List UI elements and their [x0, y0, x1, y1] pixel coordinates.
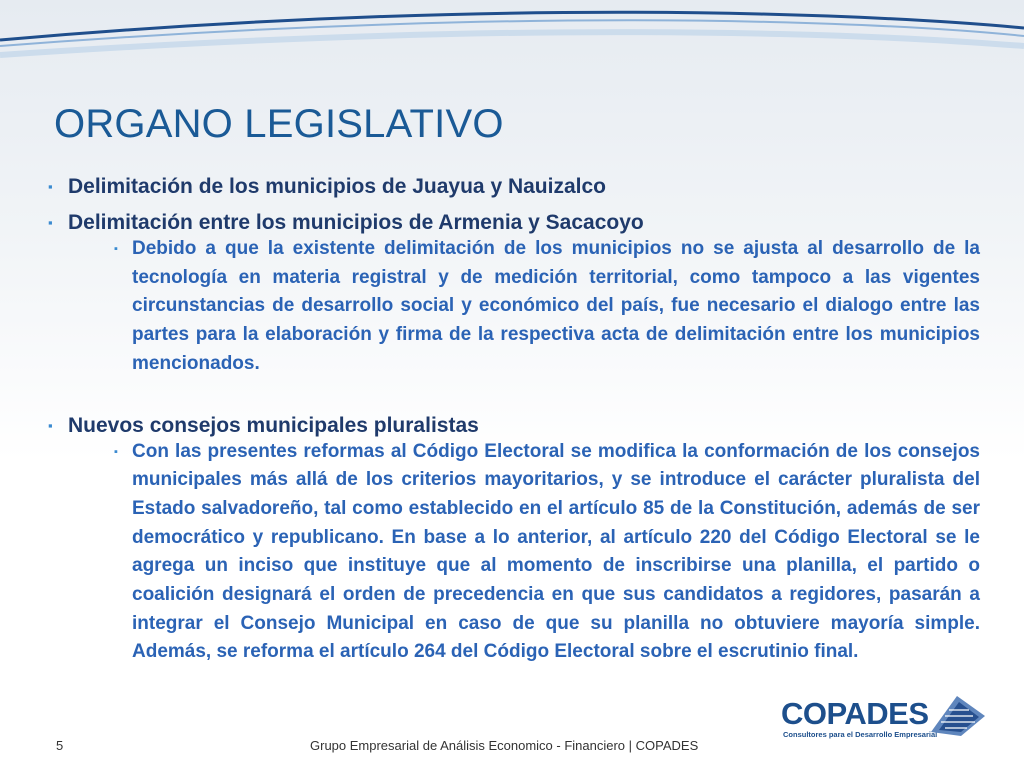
- sub-bullet-delimitacion: [114, 235, 980, 379]
- slide-title: ORGANO LEGISLATIVO: [54, 102, 504, 146]
- bullet-armenia-sacacoyo: [44, 210, 980, 236]
- logo-tagline: Consultores para el Desarrollo Empresarial: [783, 730, 938, 739]
- sub-bullet-icon: ▪: [114, 243, 118, 255]
- page-number: 5: [56, 738, 64, 753]
- bullet-icon: ▪: [48, 179, 53, 194]
- logo-mark-icon: [927, 692, 989, 738]
- bullet-icon: ▪: [48, 417, 53, 433]
- copades-logo: [777, 690, 991, 740]
- sub-bullet-reformas: [114, 438, 980, 668]
- slide-content: [44, 174, 980, 667]
- bullet-icon: ▪: [48, 215, 53, 230]
- sub-bullet-icon: ▪: [114, 445, 118, 458]
- bullet-text: Delimitación entre los municipios de Armenia y Sacacoyo: [68, 211, 644, 234]
- footer-text: Grupo Empresarial de Análisis Economico - Financiero | COPADES: [310, 738, 699, 753]
- bullet-text: Nuevos consejos municipales pluralistas: [68, 413, 479, 437]
- bullet-text: Delimitación de los municipios de Juayua y Nauizalco: [68, 175, 606, 198]
- sub-bullet-text: Debido a que la existente delimitación de los municipios no se ajusta al desarrollo de la tecnología en materia registral y de medición territorial, como tampoco a las vigentes circunstancias de desarrollo social y económico del país, fue necesario el dialogo entre las partes para la elaboración y firma de la respectiva acta de delimitación entre los municipios mencionados.: [132, 238, 980, 374]
- logo-name: COPADES: [781, 696, 929, 731]
- bullet-consejos-pluralistas: [44, 413, 980, 439]
- bullet-juayua-nauizalco: [44, 174, 980, 200]
- sub-bullet-text: Con las presentes reformas al Código Electoral se modifica la conformación de los consejos municipales más allá de los criterios mayoritarios, y se introduce el carácter pluralista del Estado salvadoreño, tal como establecido en el artículo 85 de la Constitución, además de ser democrático y republicano. En base a lo anterior, al artículo 220 del Código Electoral se le agrega un inciso que instituye que al momento de inscribirse una planilla, el partido o coalición designará el orden de precedencia en que sus candidatos a regidores, pasarán a integrar el Consejo Municipal en caso de que su planilla no obtuviere mayoría simple. Además, se reforma el artículo 264 del Código Electoral sobre el escrutinio final.: [132, 440, 980, 663]
